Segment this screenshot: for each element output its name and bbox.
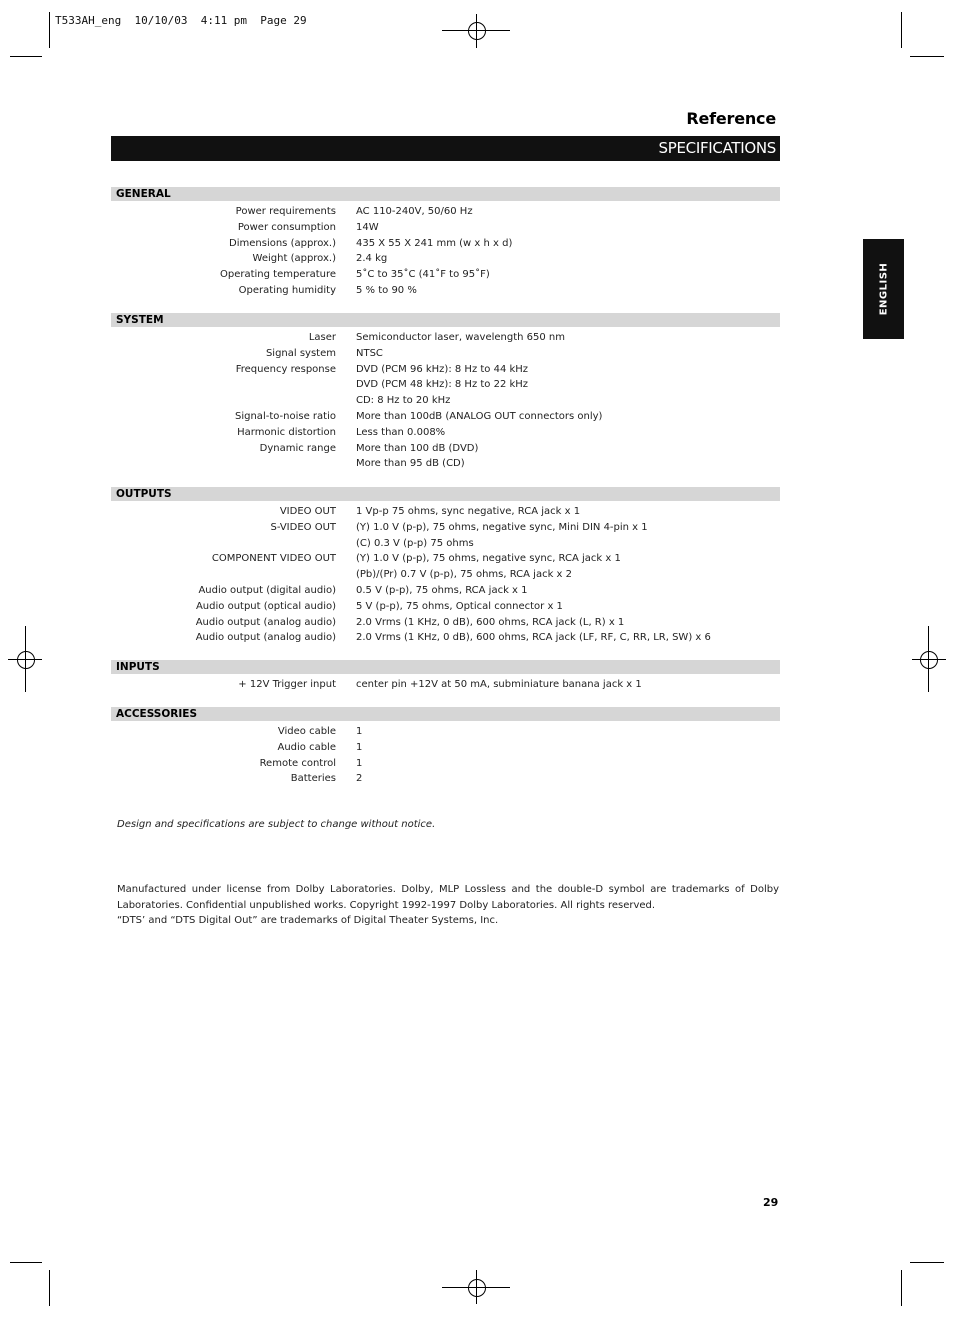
spec-row <box>111 409 780 425</box>
spec-row <box>111 724 780 740</box>
spec-label: COMPONENT VIDEO OUT <box>211 553 336 565</box>
trademark-notice <box>117 882 779 929</box>
spec-value: 1 Vp-p 75 ohms, sync negative, RCA jack x 1 <box>356 506 581 517</box>
spec-value: (Y) 1.0 V (p-p), 75 ohms, negative sync, Mini DIN 4-pin x 1 <box>356 521 648 533</box>
spec-label: Laser <box>308 332 336 343</box>
crop-mark <box>49 12 50 48</box>
section-heading: OUTPUTS <box>111 487 780 501</box>
section-title: Reference <box>686 109 776 128</box>
spec-row <box>111 504 780 520</box>
spec-value: 1 <box>356 757 363 769</box>
spec-value: 2.0 Vrms (1 KHz, 0 dB), 600 ohms, RCA jack (L, R) x 1 <box>356 616 625 628</box>
spec-value: AC 110-240V, 50/60 Hz <box>356 206 473 217</box>
spec-value: (Pb)/(Pr) 0.7 V (p-p), 75 ohms, RCA jack x 2 <box>356 569 573 581</box>
spec-value: 5˚C to 35˚C (41˚F to 95˚F) <box>356 269 490 281</box>
spec-label: Audio output (digital audio) <box>198 584 336 596</box>
crop-mark <box>901 12 902 48</box>
spec-row <box>111 393 780 409</box>
spec-label: Dimensions (approx.) <box>229 237 336 249</box>
spec-value: 14W <box>356 221 379 233</box>
spec-section-outputs <box>111 487 780 646</box>
spec-label: Remote control <box>259 757 336 769</box>
spec-value: DVD (PCM 48 kHz): 8 Hz to 22 kHz <box>356 379 529 391</box>
spec-row <box>111 583 780 599</box>
spec-value: 0.5 V (p-p), 75 ohms, RCA jack x 1 <box>356 584 528 596</box>
spec-row <box>111 204 780 220</box>
specifications-banner <box>111 136 780 161</box>
spec-value: 5 V (p-p), 75 ohms, Optical connector x 1 <box>356 600 563 612</box>
language-tab-label: ENGLISH <box>878 262 889 316</box>
spec-row <box>111 236 780 252</box>
print-slug: T533AH_eng 10/10/03 4:11 pm Page 29 <box>55 14 307 27</box>
crop-mark <box>910 56 944 57</box>
spec-label: Audio output (analog audio) <box>195 632 336 644</box>
spec-row <box>111 456 780 472</box>
section-heading: SYSTEM <box>111 313 780 327</box>
spec-value: DVD (PCM 96 kHz): 8 Hz to 44 kHz <box>356 363 529 375</box>
change-notice: Design and specifications are subject to change without notice. <box>117 819 436 830</box>
spec-row <box>111 599 780 615</box>
spec-value: More than 100dB (ANALOG OUT connectors only) <box>356 410 603 422</box>
spec-value: More than 95 dB (CD) <box>356 458 465 470</box>
spec-row <box>111 362 780 378</box>
crop-mark <box>10 56 42 57</box>
spec-value: Less than 0.008% <box>356 426 446 438</box>
spec-row <box>111 756 780 772</box>
spec-label: Power requirements <box>235 206 336 217</box>
spec-label: Audio output (analog audio) <box>195 616 336 628</box>
spec-label: Audio output (optical audio) <box>195 600 336 612</box>
spec-value: 2 <box>356 773 363 785</box>
spec-value: (C) 0.3 V (p-p) 75 ohms <box>356 537 474 549</box>
spec-value: Semiconductor laser, wavelength 650 nm <box>356 332 565 343</box>
spec-label: VIDEO OUT <box>279 506 336 517</box>
spec-value: NTSC <box>356 347 383 359</box>
crop-mark <box>910 1262 944 1263</box>
spec-value: 435 X 55 X 241 mm (w x h x d) <box>356 237 513 249</box>
spec-row <box>111 551 780 567</box>
spec-row <box>111 567 780 583</box>
spec-value: 5 % to 90 % <box>356 284 417 296</box>
section-heading: GENERAL <box>111 187 780 201</box>
spec-row <box>111 251 780 267</box>
spec-label: Harmonic distortion <box>237 426 336 438</box>
spec-label: Batteries <box>290 773 336 785</box>
spec-label: Power consumption <box>237 221 336 233</box>
language-tab <box>863 239 904 339</box>
spec-label: S-VIDEO OUT <box>270 521 336 533</box>
spec-value: 2.0 Vrms (1 KHz, 0 dB), 600 ohms, RCA jack (LF, RF, C, RR, LR, SW) x 6 <box>356 632 711 644</box>
spec-value: 1 <box>356 726 363 737</box>
crop-mark <box>10 1262 42 1263</box>
dts-notice: “DTS’ and “DTS Digital Out” are trademarks of Digital Theater Systems, Inc. <box>117 915 499 927</box>
spec-row <box>111 267 780 283</box>
spec-row <box>111 283 780 299</box>
spec-label: Signal system <box>265 347 336 359</box>
spec-row <box>111 740 780 756</box>
spec-label: Signal-to-noise ratio <box>235 410 336 422</box>
spec-row <box>111 520 780 536</box>
spec-value: (Y) 1.0 V (p-p), 75 ohms, negative sync, RCA jack x 1 <box>356 553 621 565</box>
spec-label: Audio cable <box>277 741 336 753</box>
crop-mark <box>49 1270 50 1306</box>
spec-row <box>111 220 780 236</box>
spec-value: CD: 8 Hz to 20 kHz <box>356 395 451 407</box>
spec-section-accessories <box>111 707 780 787</box>
page-number: 29 <box>763 1196 779 1209</box>
spec-label: Operating humidity <box>238 284 336 296</box>
spec-label: Operating temperature <box>219 269 336 281</box>
section-heading: ACCESSORIES <box>111 707 780 721</box>
spec-section-inputs <box>111 660 780 693</box>
spec-row <box>111 425 780 441</box>
section-heading: INPUTS <box>111 660 780 674</box>
dolby-notice: Manufactured under license from Dolby Laboratories. Dolby, MLP Lossless and the double-D symbol are trademarks of Dolby Laboratories. Confidential unpublished works. Copyright 1992-1997 Dolby Laboratories. All rights reserved. <box>117 884 779 911</box>
spec-row <box>111 630 780 646</box>
spec-label: + 12V Trigger input <box>238 679 336 690</box>
spec-label: Video cable <box>277 726 336 737</box>
spec-label: Weight (approx.) <box>252 253 336 265</box>
spec-row <box>111 536 780 552</box>
spec-value: center pin +12V at 50 mA, subminiature banana jack x 1 <box>356 679 642 690</box>
spec-value: More than 100 dB (DVD) <box>356 442 479 454</box>
spec-row <box>111 441 780 457</box>
spec-row <box>111 346 780 362</box>
spec-value: 1 <box>356 741 363 753</box>
spec-section-general <box>111 187 780 299</box>
spec-section-system <box>111 313 780 472</box>
spec-value: 2.4 kg <box>356 253 388 265</box>
spec-label: Frequency response <box>235 363 336 375</box>
spec-label: Dynamic range <box>259 442 336 454</box>
crop-mark <box>901 1270 902 1306</box>
spec-row <box>111 377 780 393</box>
banner-title: SPECIFICATIONS <box>658 139 776 157</box>
spec-row <box>111 330 780 346</box>
spec-row <box>111 771 780 787</box>
spec-row <box>111 615 780 631</box>
spec-row <box>111 677 780 693</box>
